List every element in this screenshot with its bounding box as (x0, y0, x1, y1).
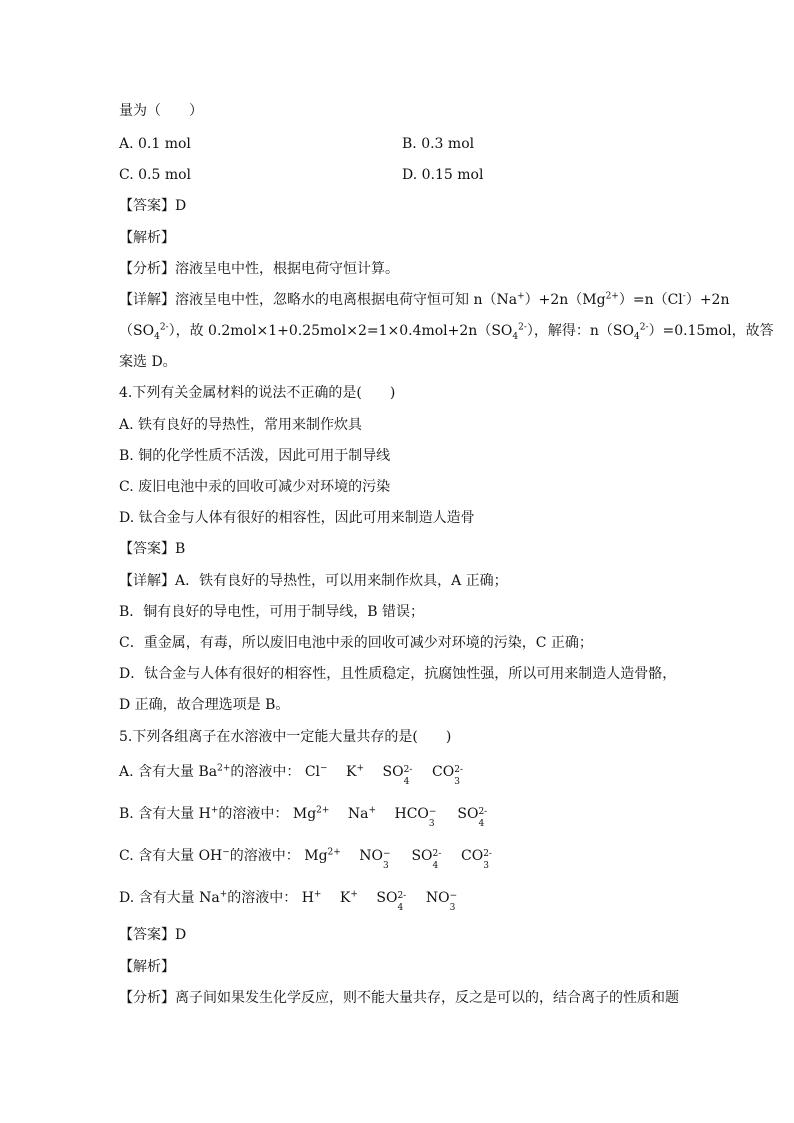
q5-option-a: A. 含有大量 $Ba^{2+}$的溶液中： Cl− K+ SO 2- 4 CO 2- 3 (119, 763, 464, 787)
q3-xiangjie-line-3: 案选 D。 (119, 354, 177, 370)
q3-option-row-2 (119, 165, 484, 185)
q4-detail-1: 【详解】A．铁有良好的导热性，可以用来制作炊具，A 正确； (119, 573, 508, 589)
q4-detail-5: D 正确，故合理选项是 B。 (119, 697, 290, 713)
q4-option-d: D. 钛合金与人体有很好的相容性，因此可用来制造人造骨 (119, 510, 475, 526)
q5-fenxi: 【分析】离子间如果发生化学反应，则不能大量共存，反之是可以的，结合离子的性质和题 (119, 990, 679, 1006)
q3-option-d: D. 0.15 mol (402, 167, 484, 183)
q5-option-c: C. 含有大量 OH−的溶液中： $Mg^{2+}$ NO − 3 SO 2- 4 CO 2- 3 (119, 847, 492, 871)
q3-analysis-heading: 【解析】 (119, 230, 175, 246)
q3-option-b: B. 0.3 mol (402, 136, 475, 152)
q3-xiangjie-line-2: $(SO_4^{2-})$，故 $0.2mol\times 1+0.25mol\times 2=1\times 0.4mol+2n(SO_4^{2-})$，解得：$n(SO_4^{2-})=0.15mol$，故答 (119, 322, 774, 342)
q4-option-b: B. 铜的化学性质不活泼，因此可用于制导线 (119, 448, 391, 464)
q3-stem-tail: 量为（ ） (119, 103, 203, 119)
q5-answer: 【答案】D (119, 927, 187, 943)
q4-detail-3: C．重金属，有毒，所以废旧电池中汞的回收可减少对环境的污染，C 正确； (119, 635, 593, 651)
q4-detail-2: B．铜有良好的导电性，可用于制导线，B 错误； (119, 604, 425, 620)
q3-option-c: C. 0.5 mol (119, 167, 192, 183)
q4-answer: 【答案】B (119, 541, 186, 557)
q3-option-a: A. 0.1 mol (119, 136, 191, 152)
q3-fenxi: 【分析】溶液呈电中性，根据电荷守恒计算。 (119, 261, 399, 277)
q5-option-d: D. 含有大量 Na+的溶液中： H+ K+ SO 2- 4 NO − 3 (119, 889, 458, 913)
q5-option-b: B. 含有大量 H+的溶液中： $Mg^{2+}$ Na+ HCO − 3 SO 2- 4 (119, 805, 488, 829)
q3-option-row-1 (119, 134, 475, 154)
q4-stem: 4.下列有关金属材料的说法不正确的是( ) (119, 385, 396, 401)
q3-xiangjie-line-1: 【详解】溶液呈电中性，忽略水的电离根据电荷守恒可知 $n(Na^+)+2n(Mg^{2+})=n(Cl^-)+2n$ (119, 291, 730, 308)
q4-option-a: A. 铁有良好的导热性，常用来制作炊具 (119, 417, 363, 433)
q5-analysis-heading: 【解析】 (119, 959, 175, 975)
q3-answer: 【答案】D (119, 198, 187, 214)
q4-detail-4: D．钛合金与人体有很好的相容性，且性质稳定，抗腐蚀性强，所以可用来制造人造骨骼， (119, 666, 677, 682)
q4-option-c: C. 废旧电池中汞的回收可减少对环境的污染 (119, 479, 391, 495)
q5-stem: 5.下列各组离子在水溶液中一定能大量共存的是( ) (119, 729, 452, 745)
